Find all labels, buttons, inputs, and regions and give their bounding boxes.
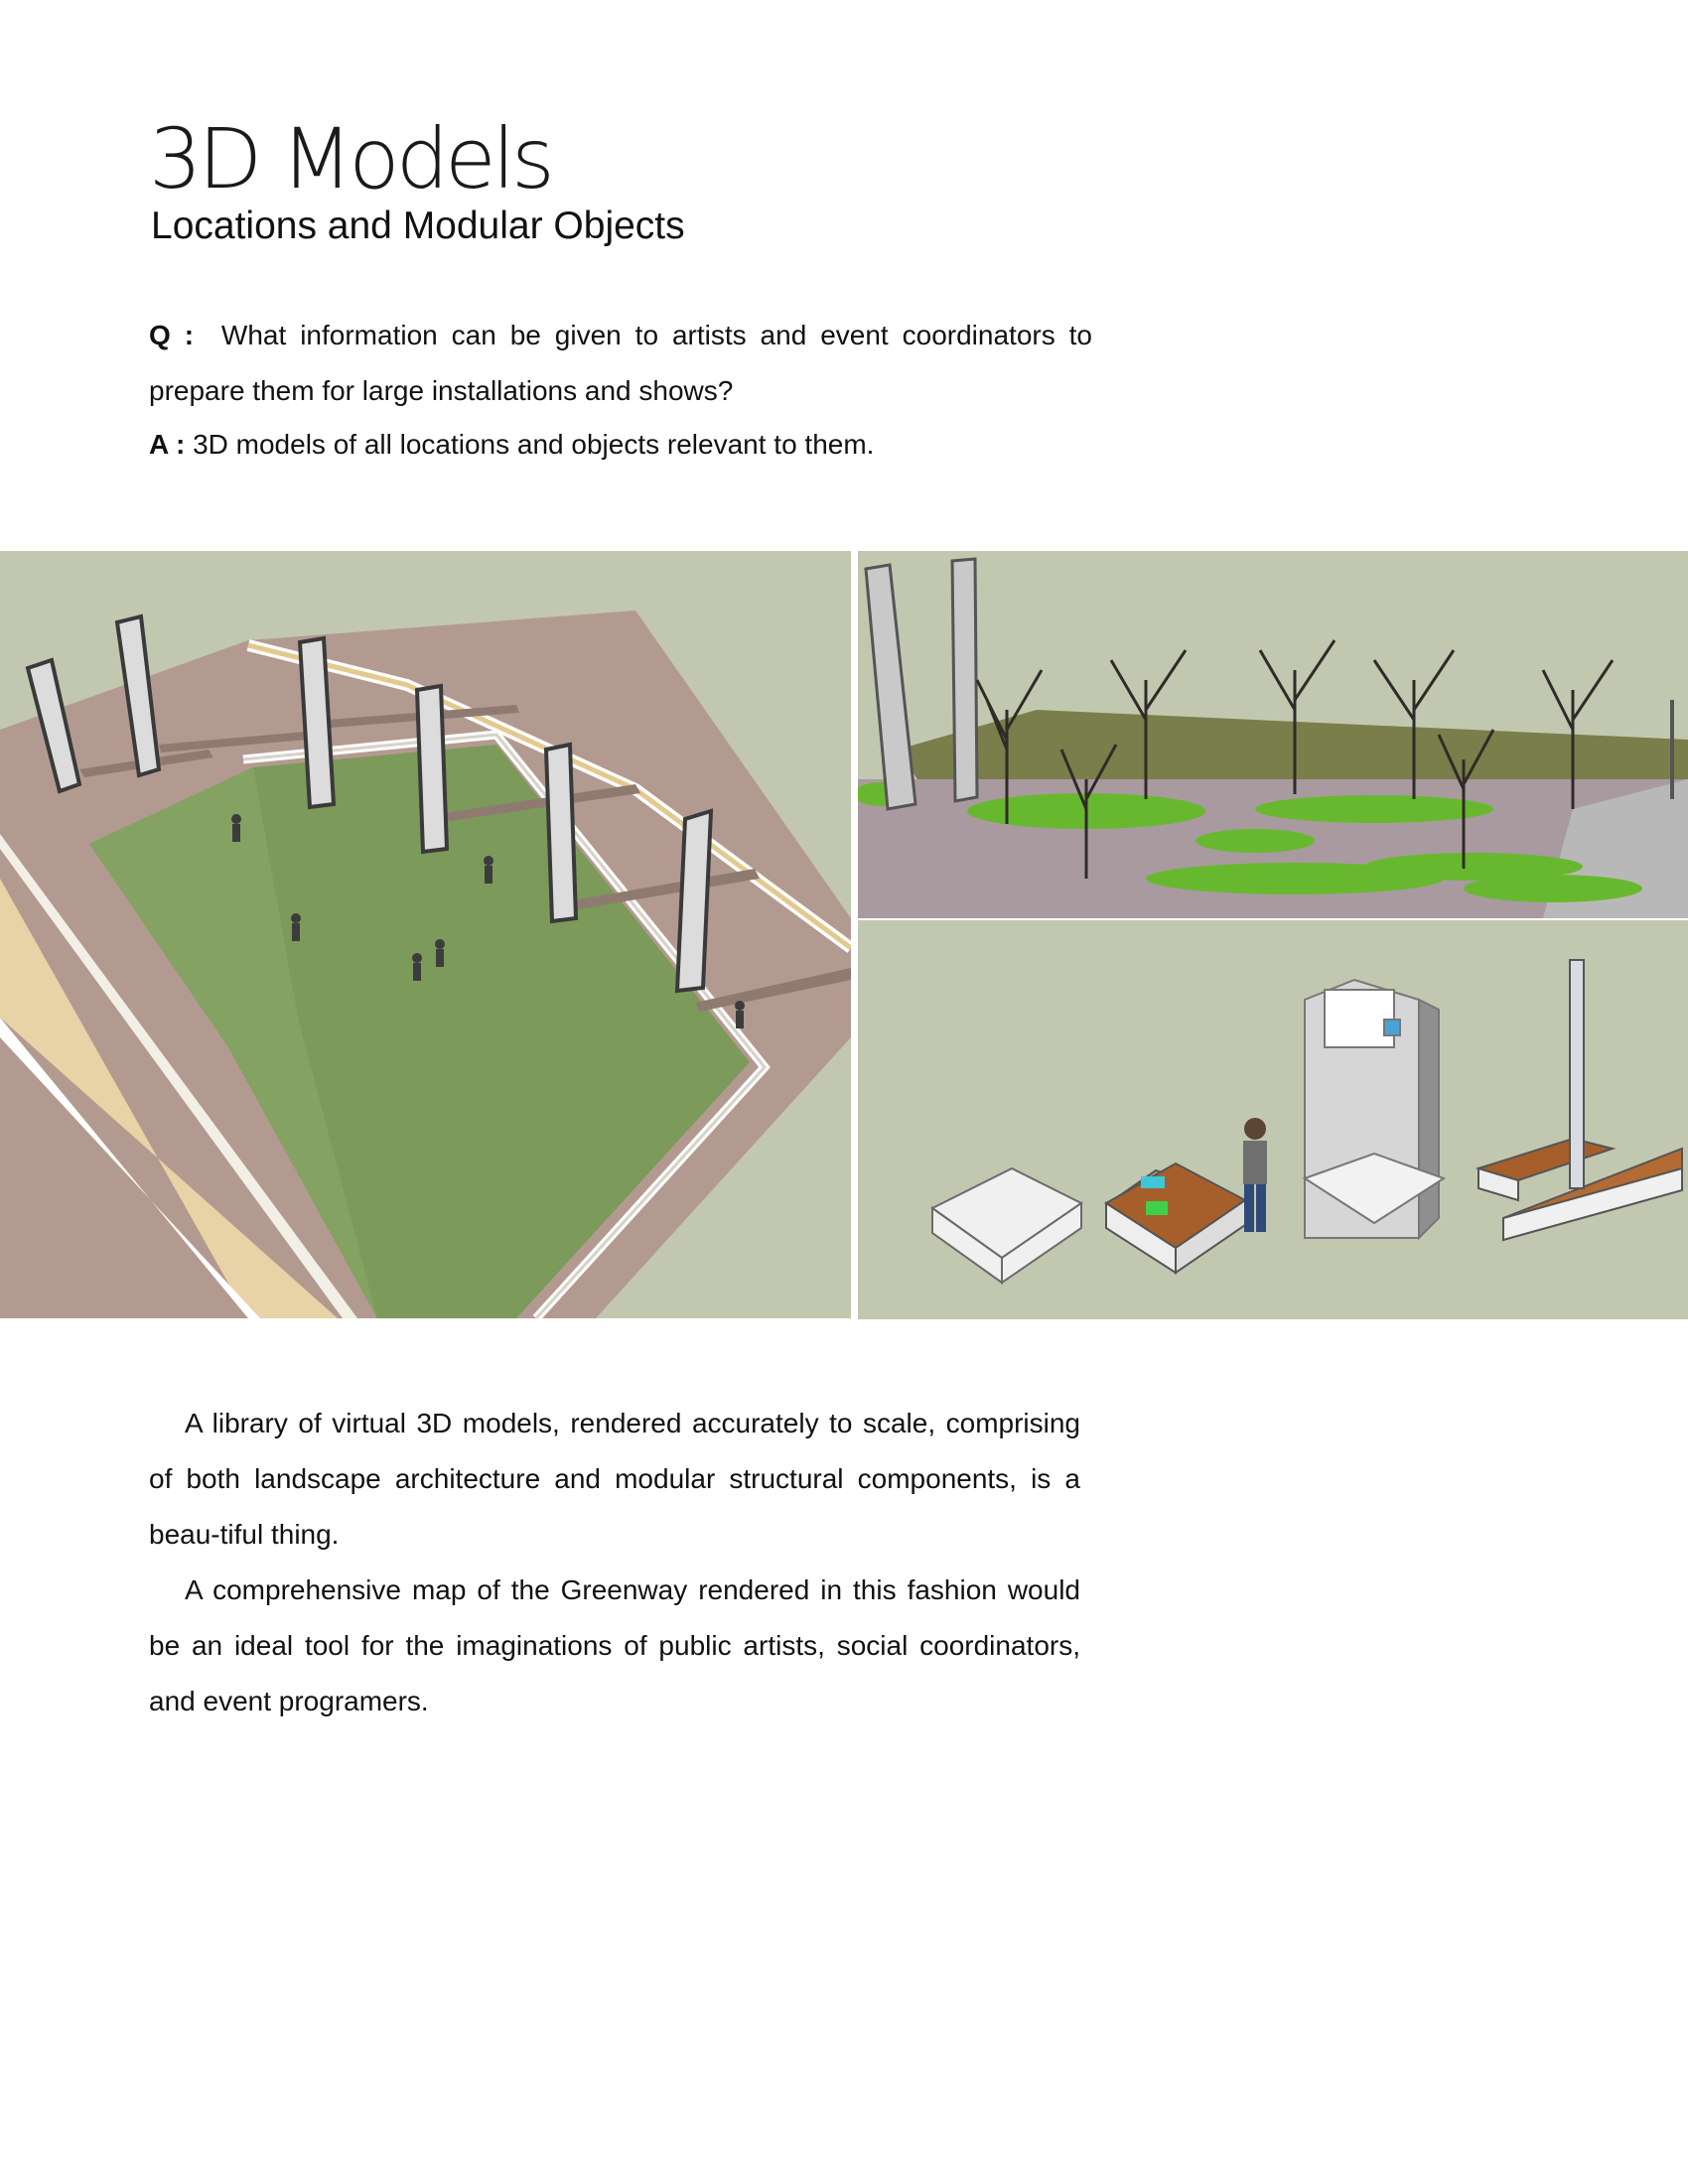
page-subtitle: Locations and Modular Objects <box>151 205 685 247</box>
page-title: 3D Models <box>149 110 551 207</box>
question-label: Q : <box>149 320 195 350</box>
question-text: What information can be given to artists and event coordinators to prepare them for large installations and shows? <box>149 320 1093 406</box>
greenway-trees-render-image <box>858 551 1688 918</box>
answer-block <box>149 417 1092 473</box>
body-paragraphs <box>149 1396 1080 1729</box>
answer-label: A : <box>149 429 186 460</box>
answer-text: 3D models of all locations and objects relevant to them. <box>193 429 875 460</box>
modular-objects-render-image <box>858 920 1688 1319</box>
body-paragraph: A library of virtual 3D models, rendered accurately to scale, comprising of both landscape architecture and modular structural components, is a beau-tiful thing. <box>149 1408 1080 1550</box>
plaza-render-image <box>0 551 851 1318</box>
body-paragraph: A comprehensive map of the Greenway rendered in this fashion would be an ideal tool for the imaginations of public artists, social coordinators, and event programers. <box>149 1574 1080 1716</box>
question-block <box>149 308 1092 419</box>
